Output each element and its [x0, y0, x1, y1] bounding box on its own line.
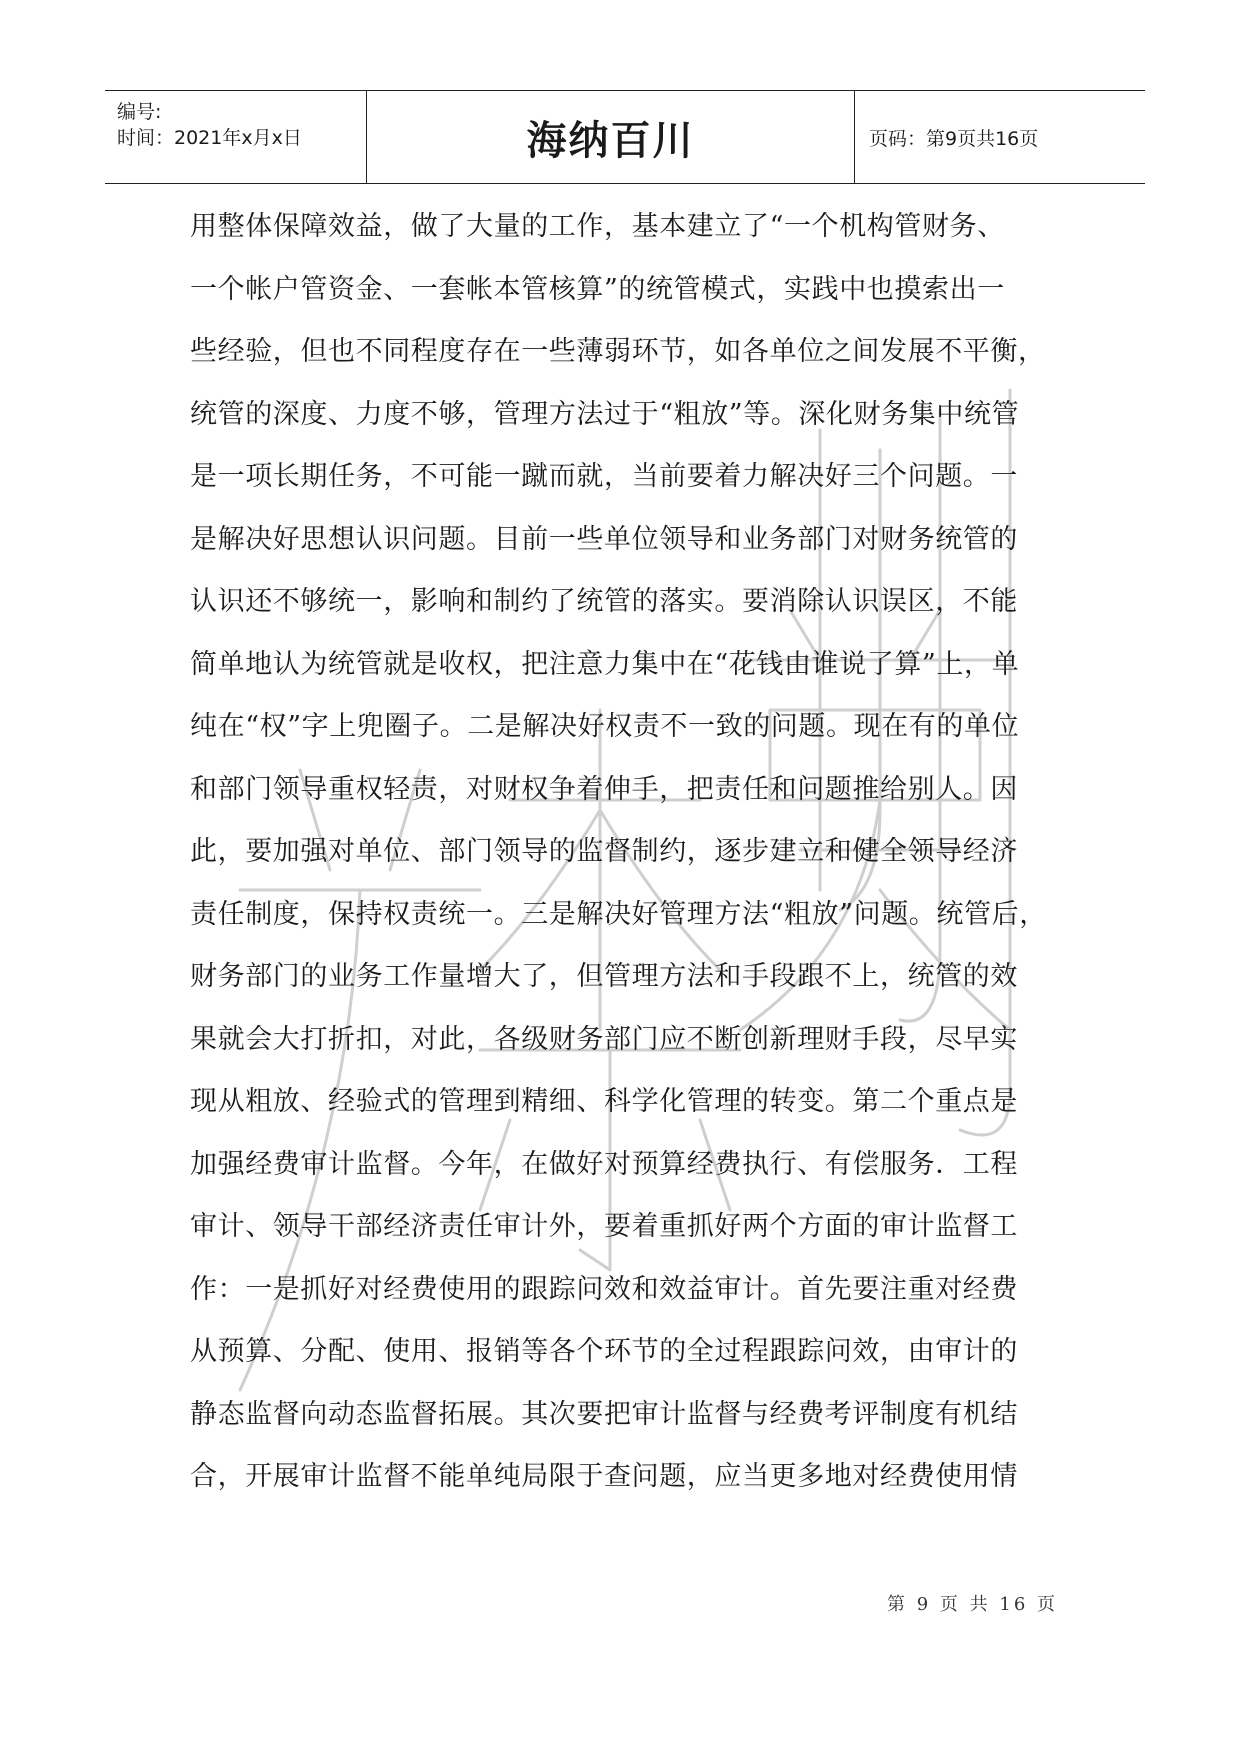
body-line: 纯在“权”字上兜圈子。二是解决好权责不一致的问题。现在有的单位: [190, 711, 1020, 742]
body-line: 财务部门的业务工作量增大了，但管理方法和手段跟不上，统管的效: [190, 961, 1018, 992]
body-line: 此，要加强对单位、部门领导的监督制约，逐步建立和健全领导经济: [190, 836, 1018, 867]
body-line: 审计、领导干部经济责任审计外，要着重抓好两个方面的审计监督工: [190, 1211, 1018, 1242]
body-line: 现从粗放、经验式的管理到精细、科学化管理的转变。第二个重点是: [190, 1086, 1018, 1117]
header-title-cell: [367, 91, 855, 183]
header-title: 海纳百川: [526, 117, 695, 164]
footer-page-number: 第 9 页 共 16 页: [887, 1594, 1058, 1615]
body-line: 统管的深度、力度不够，管理方法过于“粗放”等。深化财务集中统管: [190, 398, 1020, 430]
header-page-label: 页码：第9页共16页: [869, 127, 1039, 150]
body-line: 作：一是抓好对经费使用的跟踪问效和效益审计。首先要注重对经费: [190, 1273, 1018, 1305]
body-line: 些经验，但也不同程度存在一些薄弱环节，如各单位之间发展不平衡，: [190, 336, 1046, 367]
document-time-label: 时间：2021年x月x日: [117, 127, 302, 149]
body-line: 一个帐户管资金、一套帐本管核算”的统管模式，实践中也摸索出一: [190, 273, 1005, 305]
body-line: 和部门领导重权轻责，对财权争着伸手，把责任和问题推给别人。因: [190, 773, 1018, 805]
body-line: 合，开展审计监督不能单纯局限于查问题，应当更多地对经费使用情: [190, 1461, 1018, 1492]
header-page-cell: [855, 91, 1145, 183]
body-line: 从预算、分配、使用、报销等各个环节的全过程跟踪问效，由审计的: [190, 1336, 1018, 1367]
page-footer: [0, 1590, 1241, 1616]
document-header: [105, 90, 1145, 184]
body-line: 认识还不够统一，影响和制约了统管的落实。要消除认识误区，不能: [190, 586, 1018, 617]
body-line: 果就会大打折扣，对此，各级财务部门应不断创新理财手段，尽早实: [190, 1023, 1018, 1055]
body-line: 用整体保障效益，做了大量的工作，基本建立了“一个机构管财务、: [190, 211, 1005, 242]
body-line: 是一项长期任务，不可能一蹴而就，当前要着力解决好三个问题。一: [190, 461, 1018, 492]
body-line: 加强经费审计监督。今年，在做好对预算经费执行、有偿服务．工程: [190, 1148, 1018, 1180]
document-number-label: 编号:: [117, 101, 162, 123]
body-line: 责任制度，保持权责统一。三是解决好管理方法“粗放”问题。统管后，: [190, 898, 1047, 930]
body-line: 简单地认为统管就是收权，把注意力集中在“花钱由谁说了算”上，单: [190, 648, 1020, 680]
body-line: 静态监督向动态监督拓展。其次要把审计监督与经费考评制度有机结: [190, 1398, 1018, 1430]
body-text: [190, 196, 1050, 1509]
body-line: 是解决好思想认识问题。目前一些单位领导和业务部门对财务统管的: [190, 523, 1018, 555]
header-meta-cell: [105, 91, 367, 183]
